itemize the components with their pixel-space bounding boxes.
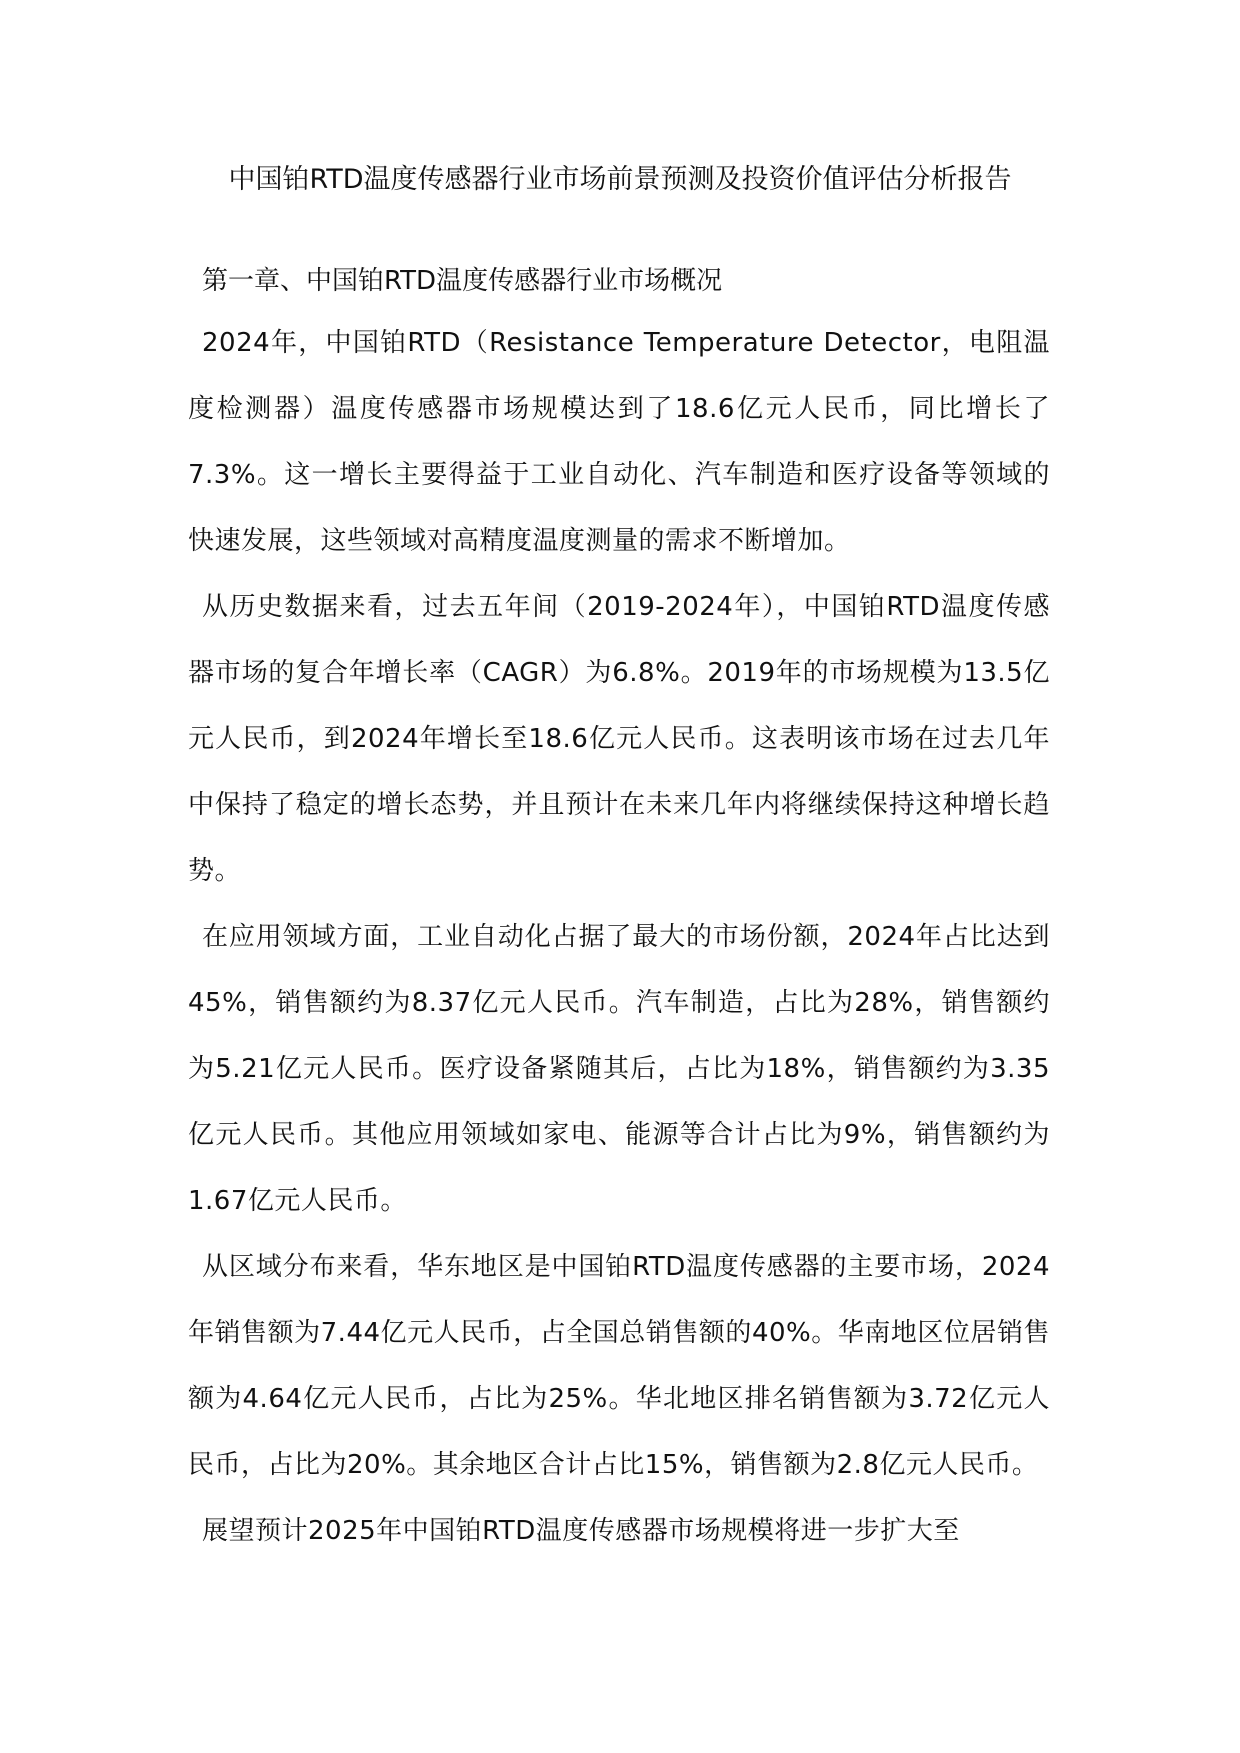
paragraph-regional-distribution: 从区域分布来看，华东地区是中国铂RTD温度传感器的主要市场，2024年销售额为7.44亿元人民币，占全国总销售额的40%。华南地区位居销售额为4.64亿元人民币，占比为25%。华北地区排名销售额为3.72亿元人民币，占比为20%。其余地区合计占比15%，销售额为2.8亿元人民币。 <box>188 1252 1050 1480</box>
paragraph-outlook: 展望预计2025年中国铂RTD温度传感器市场规模将进一步扩大至 <box>202 1516 960 1546</box>
paragraph-application-areas: 在应用领域方面，工业自动化占据了最大的市场份额，2024年占比达到45%，销售额约为8.37亿元人民币。汽车制造，占比为28%，销售额约为5.21亿元人民币。医疗设备紧随其后，占比为18%，销售额约为3.35亿元人民币。其他应用领域如家电、能源等合计占比为9%，销售额约为1.67亿元人民币。 <box>188 922 1050 1216</box>
paragraph-market-size: 2024年，中国铂RTD（Resistance Temperature Detector，电阻温度检测器）温度传感器市场规模达到了18.6亿元人民币，同比增长了7.3%。这一增长主要得益于工业自动化、汽车制造和医疗设备等领域的快速发展，这些领域对高精度温度测量的需求不断增加。 <box>188 328 1050 556</box>
report-title: 中国铂RTD温度传感器行业市场前景预测及投资价值评估分析报告 <box>228 164 1012 195</box>
chapter-heading: 第一章、中国铂RTD温度传感器行业市场概况 <box>202 266 723 296</box>
document-body <box>188 252 1050 1564</box>
paragraph-historical-data: 从历史数据来看，过去五年间（2019-2024年），中国铂RTD温度传感器市场的复合年增长率（CAGR）为6.8%。2019年的市场规模为13.5亿元人民币，到2024年增长至18.6亿元人民币。这表明该市场在过去几年中保持了稳定的增长态势，并且预计在未来几年内将继续保持这种增长趋势。 <box>188 592 1050 886</box>
